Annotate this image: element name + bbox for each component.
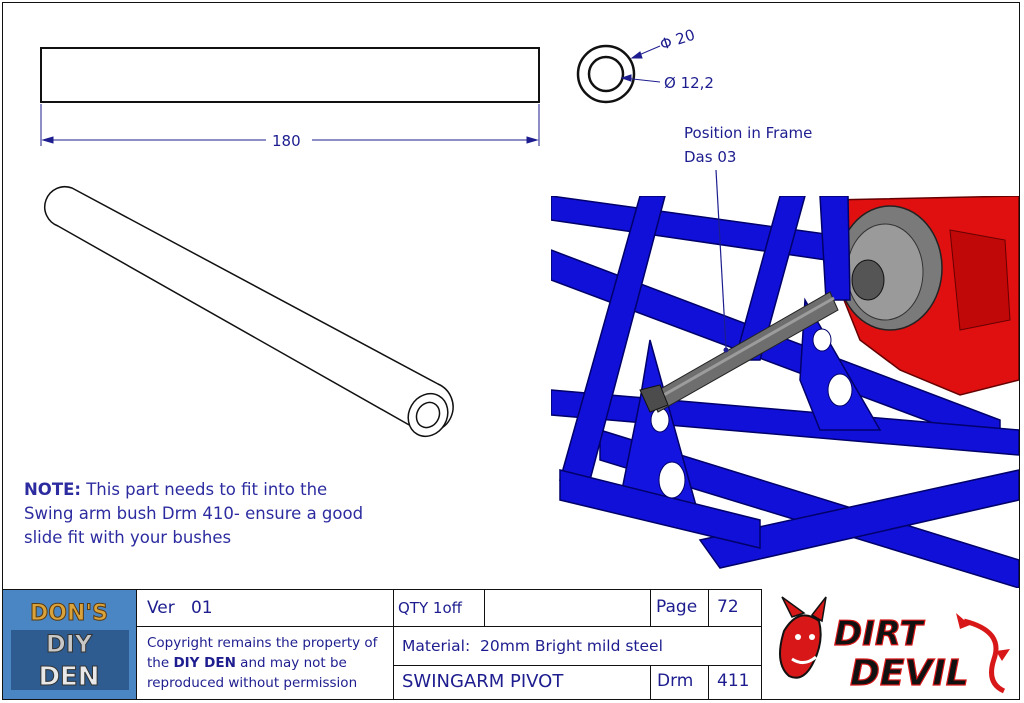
- drm-label: Drm: [657, 671, 694, 691]
- part-name: SWINGARM PIVOT: [402, 671, 564, 692]
- dirt-devil-logo-art: [764, 591, 1020, 699]
- copyright-cell: [136, 626, 394, 700]
- drm-number: 411: [717, 671, 750, 691]
- dons-diy-den-logo-art: [3, 590, 136, 700]
- drm-label-cell: [650, 665, 709, 700]
- title-block: [0, 589, 1024, 702]
- part-name-cell: [393, 665, 651, 700]
- length-dimension-label: 180: [272, 132, 301, 150]
- callout-line1: Position in Frame: [684, 124, 813, 142]
- callout-line2: Das 03: [684, 148, 737, 166]
- page-number: 72: [717, 597, 739, 617]
- tube-side-view: [41, 48, 539, 102]
- version-cell: [136, 589, 394, 627]
- drm-number-cell: [708, 665, 762, 700]
- tube-end-outer: [578, 46, 634, 102]
- assembly-render: [551, 170, 1019, 588]
- copyright-brand: DIY DEN: [173, 655, 236, 671]
- tube-isometric-view: [45, 187, 456, 444]
- svg-text:DIY: DIY: [45, 630, 93, 658]
- version-label: Ver 01: [147, 598, 213, 618]
- material-cell: [393, 626, 762, 666]
- material-label: Material: 20mm Bright mild steel: [402, 637, 663, 655]
- copyright-pre: Copyright remains the property of the: [147, 635, 378, 671]
- logo-dirt-devil: [764, 591, 1020, 699]
- note: [24, 478, 364, 550]
- qty-cell: [393, 589, 485, 627]
- svg-text:DON'S: DON'S: [30, 601, 108, 626]
- svg-text:DIRT: DIRT: [834, 614, 923, 654]
- page-label: Page: [656, 597, 698, 617]
- copyright-post: and may not be reproduced without permission: [147, 655, 358, 691]
- svg-text:DEVIL: DEVIL: [850, 653, 969, 694]
- note-text: This part needs to fit into the Swing arm bush Drm 410- ensure a good slide fit with your bushes: [24, 480, 364, 547]
- tube-end-inner: [589, 57, 623, 91]
- qty-label: QTY 1off: [398, 599, 462, 617]
- svg-text:DEN: DEN: [38, 662, 100, 692]
- page-number-cell: [708, 589, 762, 627]
- inner-diameter-label: Ø 12,2: [664, 74, 714, 92]
- logo-dons-diy-den: [2, 589, 137, 700]
- diameter-leaders: [622, 46, 660, 82]
- blank-cell: [484, 589, 651, 627]
- outer-diameter-label: Φ 20: [657, 25, 698, 54]
- page-label-cell: [650, 589, 709, 627]
- note-label: NOTE:: [24, 480, 81, 499]
